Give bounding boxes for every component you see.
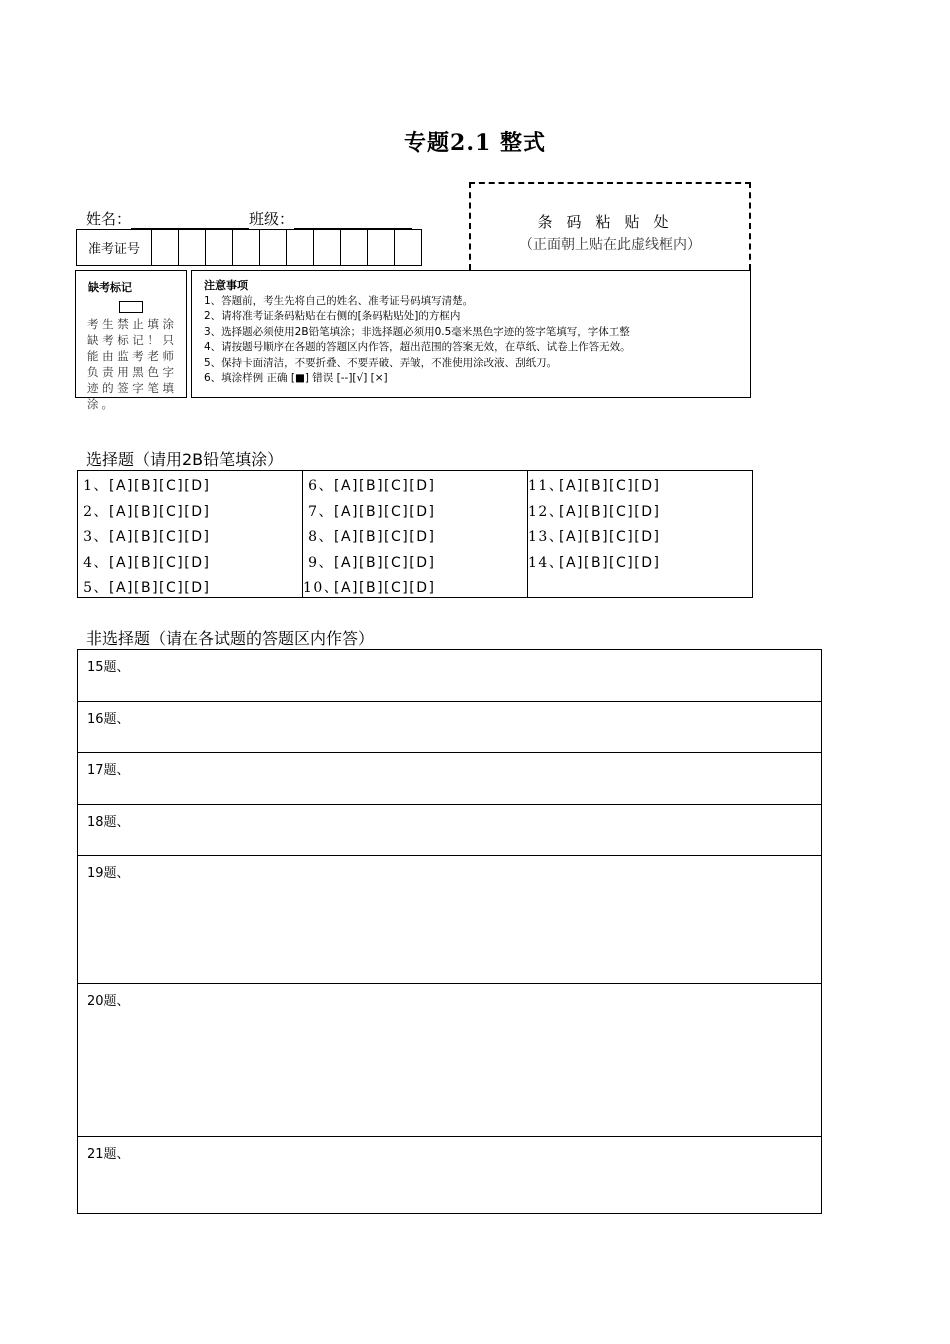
admission-label: 准考证号 (77, 230, 152, 265)
absent-mark-box (75, 270, 187, 411)
multiple-choice-heading: 选择题（请用2B铅笔填涂） (86, 450, 284, 469)
class-field[interactable] (294, 212, 412, 229)
question-label: 17题、 (87, 763, 130, 778)
name-label: 姓名： (86, 210, 132, 228)
answer-area[interactable] (78, 1137, 821, 1213)
admission-digit-cell[interactable] (314, 230, 341, 265)
answer-area[interactable] (78, 984, 821, 1137)
mc-question[interactable]: 14、[A][B][C][D] (528, 554, 661, 571)
barcode-subtitle: （正面朝上贴在此虚线框内） (519, 237, 701, 253)
notes-item: 2、请将准考证条码粘贴在右侧的[条码粘贴处]的方框内 (204, 310, 461, 322)
admission-digit-cell[interactable] (206, 230, 233, 265)
notes-box (191, 270, 751, 398)
mc-question[interactable]: 5、[A][B][C][D] (83, 580, 211, 596)
mc-question[interactable]: 4、[A][B][C][D] (83, 554, 211, 571)
barcode-title: 条码粘贴处 (537, 213, 683, 231)
mc-question[interactable]: 10、[A][B][C][D] (303, 580, 436, 596)
absent-checkbox[interactable] (119, 301, 143, 313)
question-label: 15题、 (87, 660, 130, 675)
mc-question[interactable]: 9、[A][B][C][D] (308, 554, 436, 571)
admission-digit-cell[interactable] (341, 230, 368, 265)
mc-column (78, 471, 303, 597)
multiple-choice-grid (77, 470, 753, 598)
admission-digit-cell[interactable] (395, 230, 421, 265)
answer-area[interactable] (78, 702, 821, 753)
answer-area[interactable] (78, 856, 821, 984)
answer-area[interactable] (78, 650, 821, 702)
question-label: 20题、 (87, 994, 130, 1009)
mc-question[interactable]: 7、[A][B][C][D] (308, 503, 436, 520)
notes-item: 1、答题前，考生先将自己的姓名、准考证号码填写清楚。 (204, 294, 474, 307)
mc-question[interactable]: 13、[A][B][C][D] (528, 529, 661, 545)
notes-item: 6、填涂样例 正确 [■] 错误 [--][√] [×] (204, 372, 388, 384)
mc-column (303, 471, 528, 597)
page-title: 专题2.1 整式 (404, 130, 546, 156)
mc-question[interactable]: 11、[A][B][C][D] (528, 478, 661, 494)
mc-question[interactable]: 12、[A][B][C][D] (528, 503, 661, 520)
admission-digit-cell[interactable] (260, 230, 287, 265)
answer-area[interactable] (78, 805, 821, 856)
notes-item: 3、选择题必须使用2B铅笔填涂；非选择题必须用0.5毫米黑色字迹的签字笔填写，字体工整 (204, 325, 630, 338)
notes-item: 4、请按题号顺序在各题的答题区内作答，超出范围的答案无效，在草纸、试卷上作答无效。 (204, 341, 631, 353)
student-info-line (86, 208, 412, 229)
name-field[interactable] (131, 212, 249, 229)
question-label: 21题、 (87, 1147, 130, 1162)
notes-item: 5、保持卡面清洁，不要折叠、不要弄破、弄皱，不准使用涂改液、刮纸刀。 (204, 356, 558, 369)
mc-question[interactable]: 1、[A][B][C][D] (83, 478, 211, 494)
absent-title: 缺考标记 (88, 281, 132, 294)
class-label: 班级： (249, 210, 295, 228)
admission-digit-cell[interactable] (287, 230, 314, 265)
admission-digit-cell[interactable] (152, 230, 179, 265)
admission-digit-cell[interactable] (179, 230, 206, 265)
open-questions-area (77, 649, 822, 1214)
barcode-area (469, 182, 751, 270)
mc-question[interactable]: 8、[A][B][C][D] (308, 529, 436, 545)
admission-digit-cell[interactable] (368, 230, 395, 265)
mc-column (528, 471, 752, 597)
mc-question[interactable]: 6、[A][B][C][D] (308, 478, 436, 494)
admission-number-grid (76, 229, 422, 266)
open-questions-heading: 非选择题（请在各试题的答题区内作答） (86, 629, 375, 648)
mc-question[interactable]: 2、[A][B][C][D] (83, 503, 211, 520)
question-label: 16题、 (87, 712, 130, 727)
admission-digit-cell[interactable] (233, 230, 260, 265)
answer-area[interactable] (78, 753, 821, 805)
absent-instructions: 考生禁止填涂缺考标记！只能由监考老师负责用黑色字迹的签字笔填涂。 (87, 317, 177, 411)
notes-title: 注意事项 (204, 279, 248, 292)
mc-question[interactable]: 3、[A][B][C][D] (83, 529, 211, 545)
question-label: 19题、 (87, 866, 130, 881)
question-label: 18题、 (87, 815, 130, 830)
